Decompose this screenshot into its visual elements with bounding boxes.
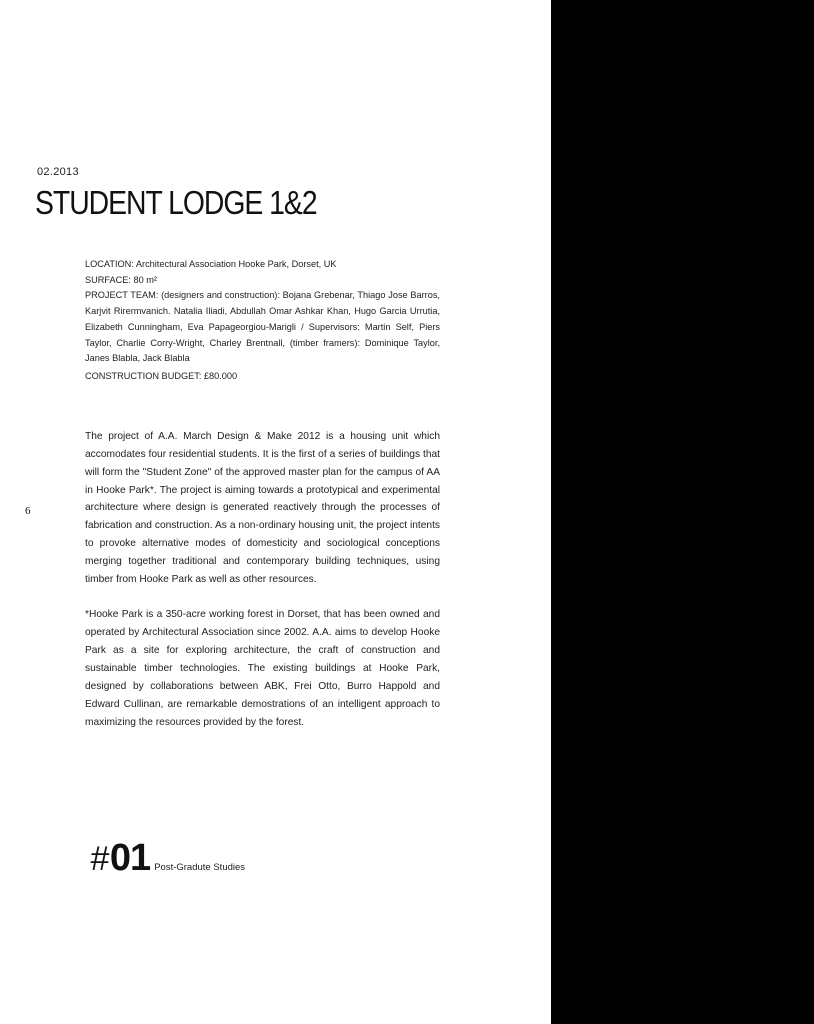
section-marker: [90, 838, 245, 879]
location-line: LOCATION: Architectural Association Hooke Park, Dorset, UK: [85, 259, 337, 269]
project-info: [85, 257, 440, 385]
surface-line: SURFACE: 80 m²: [85, 274, 157, 285]
project-date: 02.2013: [37, 166, 79, 178]
description-paragraph: The project of A.A. March Design & Make 2012 is a housing unit which accomodates four residential students. It is the first of a series of buildings that will form the "Student Zone" of the approved master plan for the campus of AA in Hooke Park*. The project is aiming towards a prototypical and experimental architecture where design is generated reactively through the processes of fabrication and construction. As a non-ordinary housing unit, the project intents to provoke alternative modes of domesticity and sociological conceptions merging together traditional and contemporary building techniques, using timber from Hooke Park as well as other resources.: [85, 431, 440, 585]
page-number: 6: [25, 505, 31, 517]
budget-line: CONSTRUCTION BUDGET: £80.000: [85, 370, 238, 381]
dark-side-panel: [551, 0, 814, 1024]
section-number: 01: [109, 837, 151, 879]
section-label: Post-Gradute Studies: [154, 862, 246, 873]
section-hash: #: [90, 840, 109, 878]
project-description: [85, 428, 440, 731]
page-title: STUDENT LODGE 1&2: [35, 184, 317, 221]
team-line: PROJECT TEAM: (designers and construction): Bojana Grebenar, Thiago Jose Barros, Karjvit Rirermvanich. Natalia Iliadi, Abdullah Omar Ashkar Khan, Hugo Garcia Urrutia, Elizabeth Cunningham, Eva Papageorgiou-Marigli / Supervisors: Martin Self, Piers Taylor, Charlie Corry-Wright, Charley Brentnall, (timber framers): Dominique Taylor, Janes Blabla, Jack Blabla: [85, 290, 440, 364]
footnote-paragraph: *Hooke Park is a 350-acre working forest in Dorset, that has been owned and operated by Architectural Association since 2002. A.A. aims to develop Hooke Park as a site for exploring architecture, the craft of construction and sustainable timber technologies. The existing buildings at Hooke Park, designed by collaborations between ABK, Frei Otto, Burro Happold and Edward Cullinan, are remarkable demostrations of an intelligent approach to maximizing the resources provided by the forest.: [85, 609, 440, 728]
